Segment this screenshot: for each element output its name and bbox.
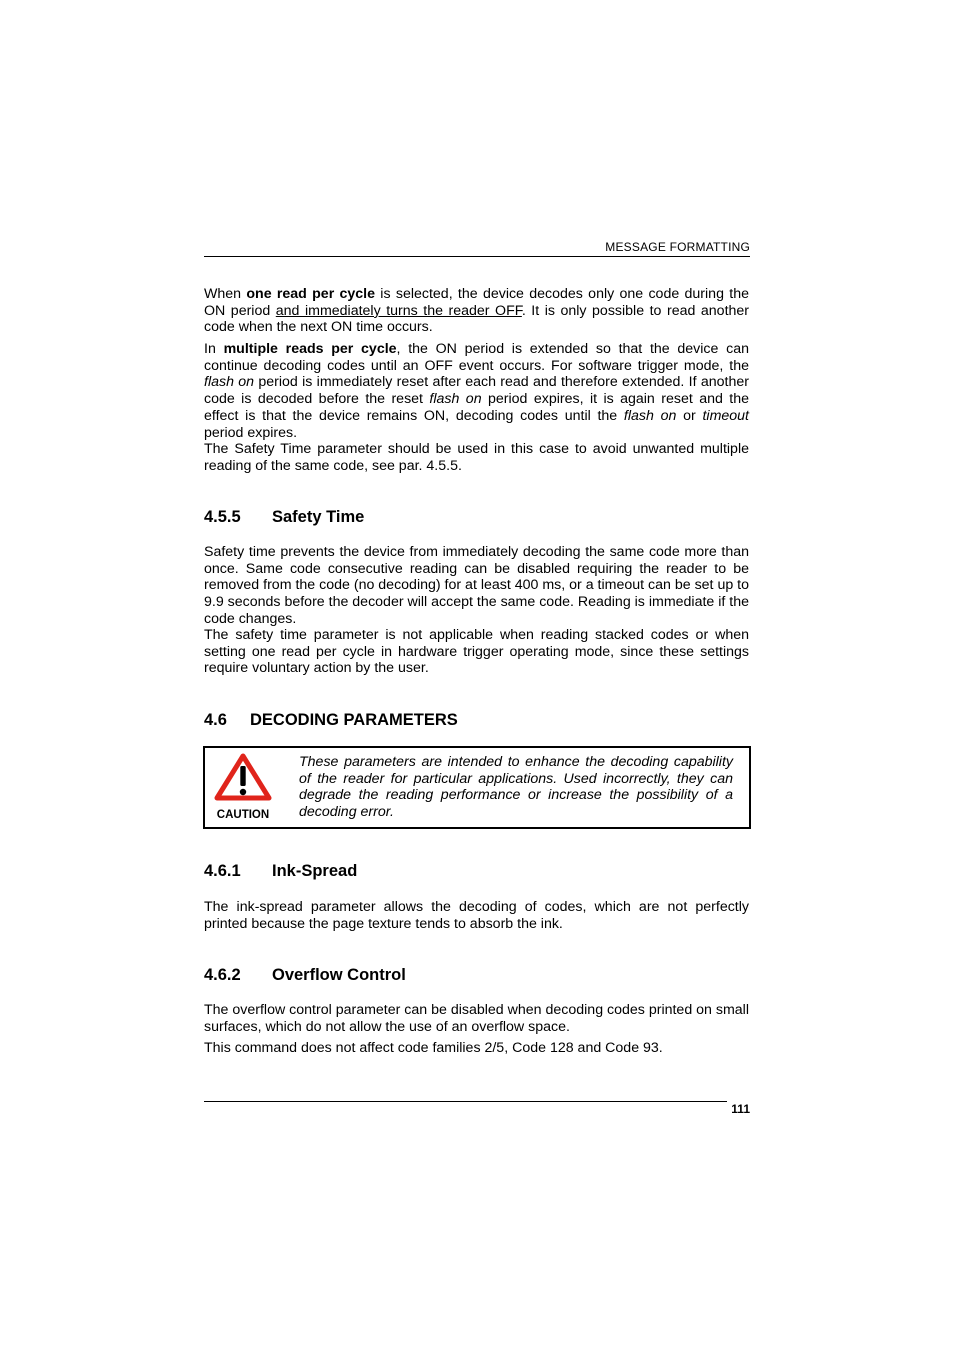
text-run: is selected, the device decodes only one code during the ON period — [204, 286, 749, 319]
ink-spread-paragraph: The ink-spread parameter allows the decoding of codes, which are not perfectly printed because the page texture tends to absorb the ink. — [204, 899, 749, 932]
text-run: . It is only possible to read another code when the next ON time occurs. — [204, 302, 750, 336]
text-run: period is immediately reset after each read and therefore extended. If another code is decoded before the reset — [204, 374, 749, 408]
intro-paragraph-1 — [204, 286, 749, 336]
text-run: In — [204, 341, 224, 357]
italic-term: timeout — [702, 407, 749, 424]
section-heading-decoding-parameters — [204, 710, 458, 730]
caution-label: CAUTION — [216, 809, 270, 821]
italic-term: flash on — [429, 391, 482, 408]
caution-text: These parameters are intended to enhance the decoding capability of the reader for particular applications. Used incorrectly, they can degrade the reading performance or increase the possibility of a decoding error. — [299, 754, 733, 821]
bold-term: multiple reads per cycle — [223, 341, 397, 357]
section-heading-safety-time — [204, 507, 364, 527]
section-title: Ink-Spread — [272, 862, 358, 880]
intro-paragraph-2 — [204, 341, 749, 441]
section-title: Overflow Control — [272, 966, 406, 984]
section-number: 4.6 — [204, 711, 227, 729]
page-number: 111 — [731, 1102, 750, 1116]
section-heading-ink-spread — [204, 861, 357, 881]
section-heading-overflow-control — [204, 965, 406, 985]
section-title: DECODING PARAMETERS — [250, 711, 458, 729]
overflow-control-paragraph-1: The overflow control parameter can be disabled when decoding codes printed on small surfaces, which do not allow the use of an overflow space. — [204, 1002, 749, 1035]
text-run: period expires. — [204, 424, 298, 441]
warning-triangle-icon — [213, 752, 273, 802]
underlined-text: and immediately turns the reader OFF — [275, 302, 522, 319]
text-run: or — [676, 407, 703, 424]
italic-term: flash on — [623, 407, 677, 424]
text-run: period expires, it is again reset and the effect is that the device remains ON, decoding codes until the — [204, 391, 749, 424]
bold-term: one read per cycle — [246, 286, 376, 302]
safety-time-paragraph-1: Safety time prevents the device from immediately decoding the same code more than once. Same code consecutive reading can be disabled requiring the reader to be removed from the code (no decoding) for at least 400 ms, or a timeout can be set up to 9.9 seconds before the decoder will accept the same code. Reading is immediate if the code changes. — [204, 544, 749, 627]
section-number: 4.5.5 — [204, 508, 241, 526]
safety-time-paragraph-2: The safety time parameter is not applicable when reading stacked codes or when setting one read per cycle in hardware trigger operating mode, since these settings require voluntary action by the user. — [204, 627, 749, 677]
footer-rule — [204, 1101, 727, 1102]
section-number: 4.6.1 — [204, 862, 241, 880]
section-number: 4.6.2 — [204, 966, 241, 984]
italic-term: flash on — [204, 374, 255, 391]
overflow-control-paragraph-2: This command does not affect code families 2/5, Code 128 and Code 93. — [204, 1040, 663, 1056]
caution-box — [203, 746, 751, 829]
header-rule — [204, 256, 750, 257]
text-run: When — [204, 286, 247, 302]
intro-paragraph-3: The Safety Time parameter should be used in this case to avoid unwanted multiple reading of the same code, see par. 4.5.5. — [204, 441, 749, 474]
section-title: Safety Time — [272, 508, 365, 526]
text-run: , the ON period is extended so that the device can continue decoding codes until an OFF event occurs. For software trigger mode, the — [204, 341, 749, 374]
running-header: MESSAGE FORMATTING — [605, 240, 750, 254]
